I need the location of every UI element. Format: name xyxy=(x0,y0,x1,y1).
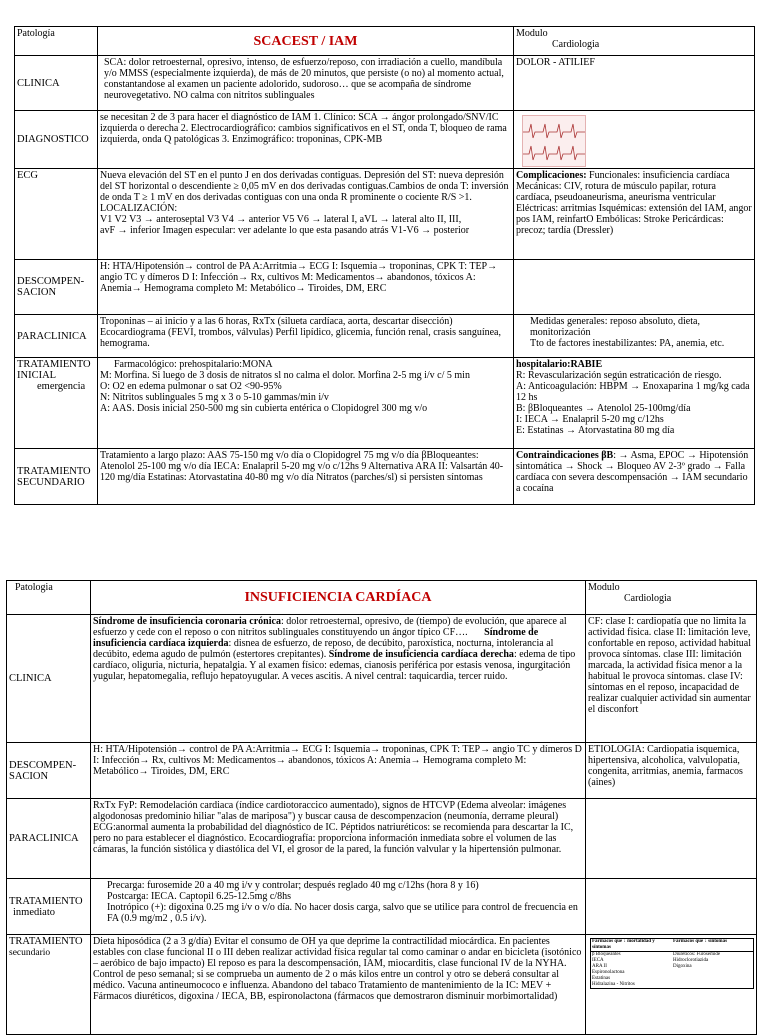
row-label-paraclinica: PARACLINICA xyxy=(7,799,91,879)
etiologia-cell: ETIOLOGIA: Cardiopatia isquemica, hipertensiva, alcoholica, valvulopatia, congenita, arritmias, anemia, farmacos (aines) xyxy=(586,743,757,799)
paraclinica-right xyxy=(586,799,757,879)
row-label-clinica: CLINICA xyxy=(15,56,98,111)
header-patologia: Patología xyxy=(15,27,98,56)
ecg-text xyxy=(98,169,514,260)
descompensacion-text: H: HTA/Hipotensión→ control de PA A:Arritmia→ ECG I: Isquemia→ troponinas, CPK T: TEP→ angio TC y dímeros D I: Infección→ Rx, cultivos M: Medicamentos→ abandonos, tóxicos A: Anemia→ Hemograma completo M: Metabólico→ Tiroides, DM, ERC xyxy=(98,260,514,315)
descompensacion-right xyxy=(514,260,755,315)
list-item: β Bloqueantes xyxy=(592,952,621,957)
tto-factores: Tto de factores inestabilizantes: PA, anemia, etc. xyxy=(530,338,725,349)
localizacion-line-2: avF → inferior Imagen especular: ver adelante lo que esta pasando atrás V1-V6 → posterior xyxy=(100,225,470,236)
modulo-label: Modulo xyxy=(588,582,620,593)
paraclinica-right xyxy=(514,315,755,358)
rabie-a: A: Anticoagulación: HBPM → Enoxaparina 1 mg/kg cada 12 hs xyxy=(516,381,750,403)
ecg-body: Nueva elevación del ST en el punto J en dos derivadas contiguas. Depresión del ST: nueva depresión del ST horizontal o descendiente ≥ 0,05 mV en dos derivadas contiguas.Cambios de onda T: inversión de onda T ≥ 1 mV en dos derivadas contiguas con una onda R prominente o cociente R/S >1. xyxy=(100,170,509,203)
descompensacion-text: H: HTA/Hipotensión→ control de PA A:Arritmia→ ECG I: Isquemia→ troponinas, CPK T: TEP→ angio TC y dímeros D I: Infección→ Rx, cultivos M: Medicamentos→ abandonos, tóxicos A: Anemia→ Hemograma completo M: Metabólico→ Tiroides, DM, ERC xyxy=(91,743,586,799)
complicaciones-text: Funcionales: insuficiencia cardíaca Mecánicas: CIV, rotura de músculo papilar, rotura cardíaca, pseudoaneurisma, aneurisma ventricular Eléctricas: arritmias Isquémicas: extensión del IAM, angor pos IAM, reinfartO Embólicas: Stroke Pericárdicas: precoz; tardía (Dressler) xyxy=(516,170,752,236)
header-patologia: Patologia xyxy=(7,581,91,615)
row-label-descompensacion xyxy=(15,260,98,315)
modulo-label: Modulo xyxy=(516,28,548,39)
inotropico: Inotrópico (+): digoxina 0.25 mg i/v o v/o día. No hacer dosis carga, salvo que se utilice para control de frecuencia en FA (0.9 mg/m2 , 0.5 i/v). xyxy=(107,902,578,924)
scacest-table xyxy=(14,26,755,505)
list-item: IECA xyxy=(592,958,604,963)
tratamiento-inmediato-text xyxy=(91,879,586,935)
clinica-text xyxy=(91,615,586,743)
insuficiencia-cardiaca-table xyxy=(6,580,757,1035)
farmacos-cell xyxy=(586,935,757,1035)
table-title: INSUFICIENCIA CARDÍACA xyxy=(91,581,586,615)
label-line-2: inmediato xyxy=(13,906,55,918)
tratamiento-inmediato-right xyxy=(586,879,757,935)
mona-o: O: O2 en edema pulmonar o sat O2 <90-95% xyxy=(100,381,282,392)
clase-funcional-cell: CF: clase I: cardiopatía que no limita la actividad física. clase II: limitación leve, confortable en reposo, actividad habitual provoca síntomas. clase III: limitación marcada, la actividad física menor a la habitual le provoca síntomas. clase IV: síntomas en el reposo, incapacidad de realizar cualquier actividad sin aumentar el disconfort xyxy=(586,615,757,743)
farmacos-header-1: Fármacos que ↓ mortalidad y síntomas xyxy=(592,939,655,950)
localizacion-line-1: V1 V2 V3 → anteroseptal V3 V4 → anterior V5 V6 → lateral I, aVL → lateral alto II, III, xyxy=(100,214,462,225)
list-item: ARA II xyxy=(592,964,607,969)
ecg-trace-icon xyxy=(523,116,585,166)
row-label-tratamiento-secundario xyxy=(15,449,98,505)
label-line-1: DESCOMPEN- xyxy=(9,759,77,771)
list-item: Espironolactona xyxy=(592,970,625,975)
header-modulo xyxy=(514,27,755,56)
paraclinica-text: Troponinas – ai inicio y a las 6 horas, RxTx (silueta cardíaca, aorta, descartar disección) Ecocardiograma (FEVI, trombos, válvulas) Perfil lipídico, glicemia, función renal, crasis sanguínea, hemograma. xyxy=(98,315,514,358)
cardiologia-label: Cardiologia xyxy=(624,593,672,604)
medidas-generales: Medidas generales: reposo absoluto, dieta, monitorización xyxy=(530,316,700,338)
row-label-paraclinica: PARACLINICA xyxy=(15,315,98,358)
list-item: Estatinas xyxy=(592,976,611,981)
row-label-diagnostico: DIAGNOSTICO xyxy=(15,111,98,169)
list-item: Hidroclorotiazida xyxy=(673,958,709,963)
farmacos-header-2: Fármacos que ↓ síntomas xyxy=(673,939,728,944)
row-label-descompensacion xyxy=(7,743,91,799)
rabie-cell xyxy=(514,358,755,449)
label-line-2: SACION xyxy=(9,770,49,782)
complicaciones-cell xyxy=(514,169,755,260)
sindrome-coronario-title: Síndrome de insuficiencia coronaria crónica xyxy=(93,616,281,627)
row-label-ecg: ECG xyxy=(15,169,98,260)
tratamiento-inicial-text xyxy=(98,358,514,449)
contraindicaciones-text: : → Asma, EPOC → Hipotensión sintomática → Shock → Bloqueo AV 2-3º grado → Falla cardíaca con severa descompensación → IAM secundario a cocaína xyxy=(516,450,749,494)
label-line-1: DESCOMPEN- xyxy=(17,276,85,287)
mona-n: N: Nitritos sublinguales 5 mg x 3 o 5-10 gammas/min i/v xyxy=(100,392,329,403)
label-line-1: TRATAMIENTO xyxy=(17,359,91,370)
label-line-1: TRATAMIENTO xyxy=(9,936,83,947)
list-item: Digoxina xyxy=(673,964,692,969)
list-item: Hidralazina - Nitritos xyxy=(592,982,635,987)
ecg-image-cell xyxy=(514,111,755,169)
rabie-i: I: IECA → Enalapril 5-20 mg c/12hs xyxy=(516,414,664,425)
mona-m: M: Morfina. Si luego de 3 dosis de nitratos sl no calma el dolor. Morfina 2-5 mg i/v c/ 5 min xyxy=(100,370,470,381)
diagnostico-text: se necesitan 2 de 3 para hacer el diagnóstico de IAM 1. Clínico: SCA → ángor prolongado/SNV/IC izquierda o derecha 2. Electrocardiográfico: cambios significativos en el ST, onda T, bloqueo de rama izquierda, onda Q patológicas 3. Enzimográfico: troponinas, CPK-MB xyxy=(98,111,514,169)
clinica-text xyxy=(98,56,514,111)
complicaciones-title: Complicaciones: xyxy=(516,170,587,181)
label-line-3: emergencia xyxy=(37,381,86,392)
label-line-1: TRATAMIENTO xyxy=(9,895,83,907)
sindrome-izquierda-title: Síndrome de insuficiencia cardíaca izquierda xyxy=(93,627,539,649)
tratamiento-secundario-text: Tratamiento a largo plazo: AAS 75-150 mg v/o día o Clopidogrel 75 mg v/o día βBloqueantes: Atenolol 25-100 mg v/o día IECA: Enalapril 5-20 mg v/o c/12hs 9 Alternativa ARA II: Valsartán 40-120 mg/día Estatinas: Atorvastatina 40-80 mg v/o día Nitratos (parches/sl) si persisten síntomas xyxy=(98,449,514,505)
row-label-clinica: CLINICA xyxy=(7,615,91,743)
sindrome-coronario-text: : dolor retroesternal, opresivo, de (tiempo) de evolución, que aparece al esfuerzo y cede con el reposo o con nitritos sublinguales constituyendo un ángor típico CF…. xyxy=(93,616,567,638)
rabie-title: hospitalario:RABIE xyxy=(516,359,603,370)
table-title: SCACEST / IAM xyxy=(98,27,514,56)
ecg-image xyxy=(522,115,586,167)
farmacos-col-2 xyxy=(672,952,753,988)
label-line-2: INICIAL xyxy=(17,370,57,381)
tratamiento-secundario-text: Dieta hiposódica (2 a 3 g/día) Evitar el consumo de OH ya que deprime la contractilidad miocárdica. En pacientes estables con clase funcional II o III deben realizar actividad física regular tal como caminar o andar en bicicleta (isotónico – aeróbico de bajo impacto) El reposo es para la descompensación, IAM, miocarditis, clase funcional IV de la NYHA. Control de peso semanal; si se comprueba un aumento de 2 o más kilos entre un control y otro se deberá consultar al médico. Vacuna antineumococo e influenza. Abandono del tabaco Tratamiento de mantenimiento de la IC: MEV + Fármacos diuréticos, digoxina / IECA, BB, espironolactona (fármacos que demostraron disminuir morbimortalidad) xyxy=(91,935,586,1035)
rabie-r: R: Revascularización según estraticación de riesgo. xyxy=(516,370,722,381)
postcarga: Postcarga: IECA. Captopil 6.25-12.5mg c/8hs xyxy=(107,891,291,902)
mona-title: Farmacológico: prehospitalario:MONA xyxy=(114,359,273,370)
clinica-body: SCA: dolor retroesternal, opresivo, intenso, de esfuerzo/reposo, con irradiación a cuello, mandíbula y/o MMSS (especialmente izquierda), de más de 20 minutos, que persiste (o no) al momento actual, constantandose al examen un paciente adolorido, sudoroso… que se acompaña de síndrome neurovegetativo. NO calma con nitritos sublinguales xyxy=(104,57,504,101)
header-modulo xyxy=(586,581,757,615)
sindrome-derecha-title: Síndrome de insuficiencia cardíaca derecha xyxy=(328,649,514,660)
farmacos-col-1 xyxy=(591,952,672,988)
precarga: Precarga: furosemide 20 a 40 mg i/v y controlar; después reglado 40 mg c/12hs (hora 8 y 16) xyxy=(107,880,479,891)
contraindicaciones-title: Contraindicaciones βB xyxy=(516,450,614,461)
label-line-2: SACION xyxy=(17,287,57,298)
label-line-2: secundario xyxy=(9,948,51,958)
row-label-tratamiento-inicial xyxy=(15,358,98,449)
paraclinica-text: RxTx FyP: Remodelación cardiaca (índice cardiotoraccico aumentado), signos de HTCVP (Edema alveolar: imágenes algodonosas predominio hiliar "alas de mariposa") y buscar causa de descompenzacion (neumonía, derrame pleural) ECG:anormal aumenta la probabilidad del diagnóstico de IC. Péptidos natriuréticos: se recomienda para descartar la IC, pero no para establecer el diagnóstico. Ecocardiografía: proporciona información inmediata sobre el volumen de las cámaras, la función sistólica y diastólica del VI, el grosor de la pared, la función valvular y la hipertensión pulmonar. xyxy=(91,799,586,879)
row-label-tratamiento-inmediato xyxy=(7,879,91,935)
rabie-e: E: Estatinas → Atorvastatina 80 mg día xyxy=(516,425,675,436)
list-item: Diuréticos: Furosemide xyxy=(673,952,721,957)
sindrome-izquierda-text: : disnea de esfuerzo, de reposo, de decúbito, paroxística, nocturna, intolerancia al decúbito, edema agudo de pulmón (estertores crepitantes). xyxy=(93,638,554,660)
clinica-right: DOLOR - ATILIEF xyxy=(514,56,755,111)
contraindicaciones-cell xyxy=(514,449,755,505)
cardiologia-label: Cardiologia xyxy=(552,39,600,50)
localizacion-title: LOCALIZACIÓN: xyxy=(100,203,178,214)
sindrome-derecha-text: : edema de tipo cardíaco, oliguria, nicturia, hepatalgia. Y al examen físico: edemas, cianosis periférica por estasis venosa, ingurgitación yugular, hepatomegalia, reflujo hepatoyugular. A veces ascitis. A nivel central: taquicardia, tercer ruido. xyxy=(93,649,576,682)
rabie-b: B: βBloqueantes → Atenolol 25-100mg/día xyxy=(516,403,691,414)
label-line-2: SECUNDARIO xyxy=(17,476,85,488)
farmacos-mini-table xyxy=(590,938,754,989)
row-label-tratamiento-secundario xyxy=(7,935,91,1035)
label-line-1: TRATAMIENTO xyxy=(17,465,91,477)
mona-a: A: AAS. Dosis inicial 250-500 mg sin cubierta entérica o Clopidogrel 300 mg v/o xyxy=(100,403,428,414)
